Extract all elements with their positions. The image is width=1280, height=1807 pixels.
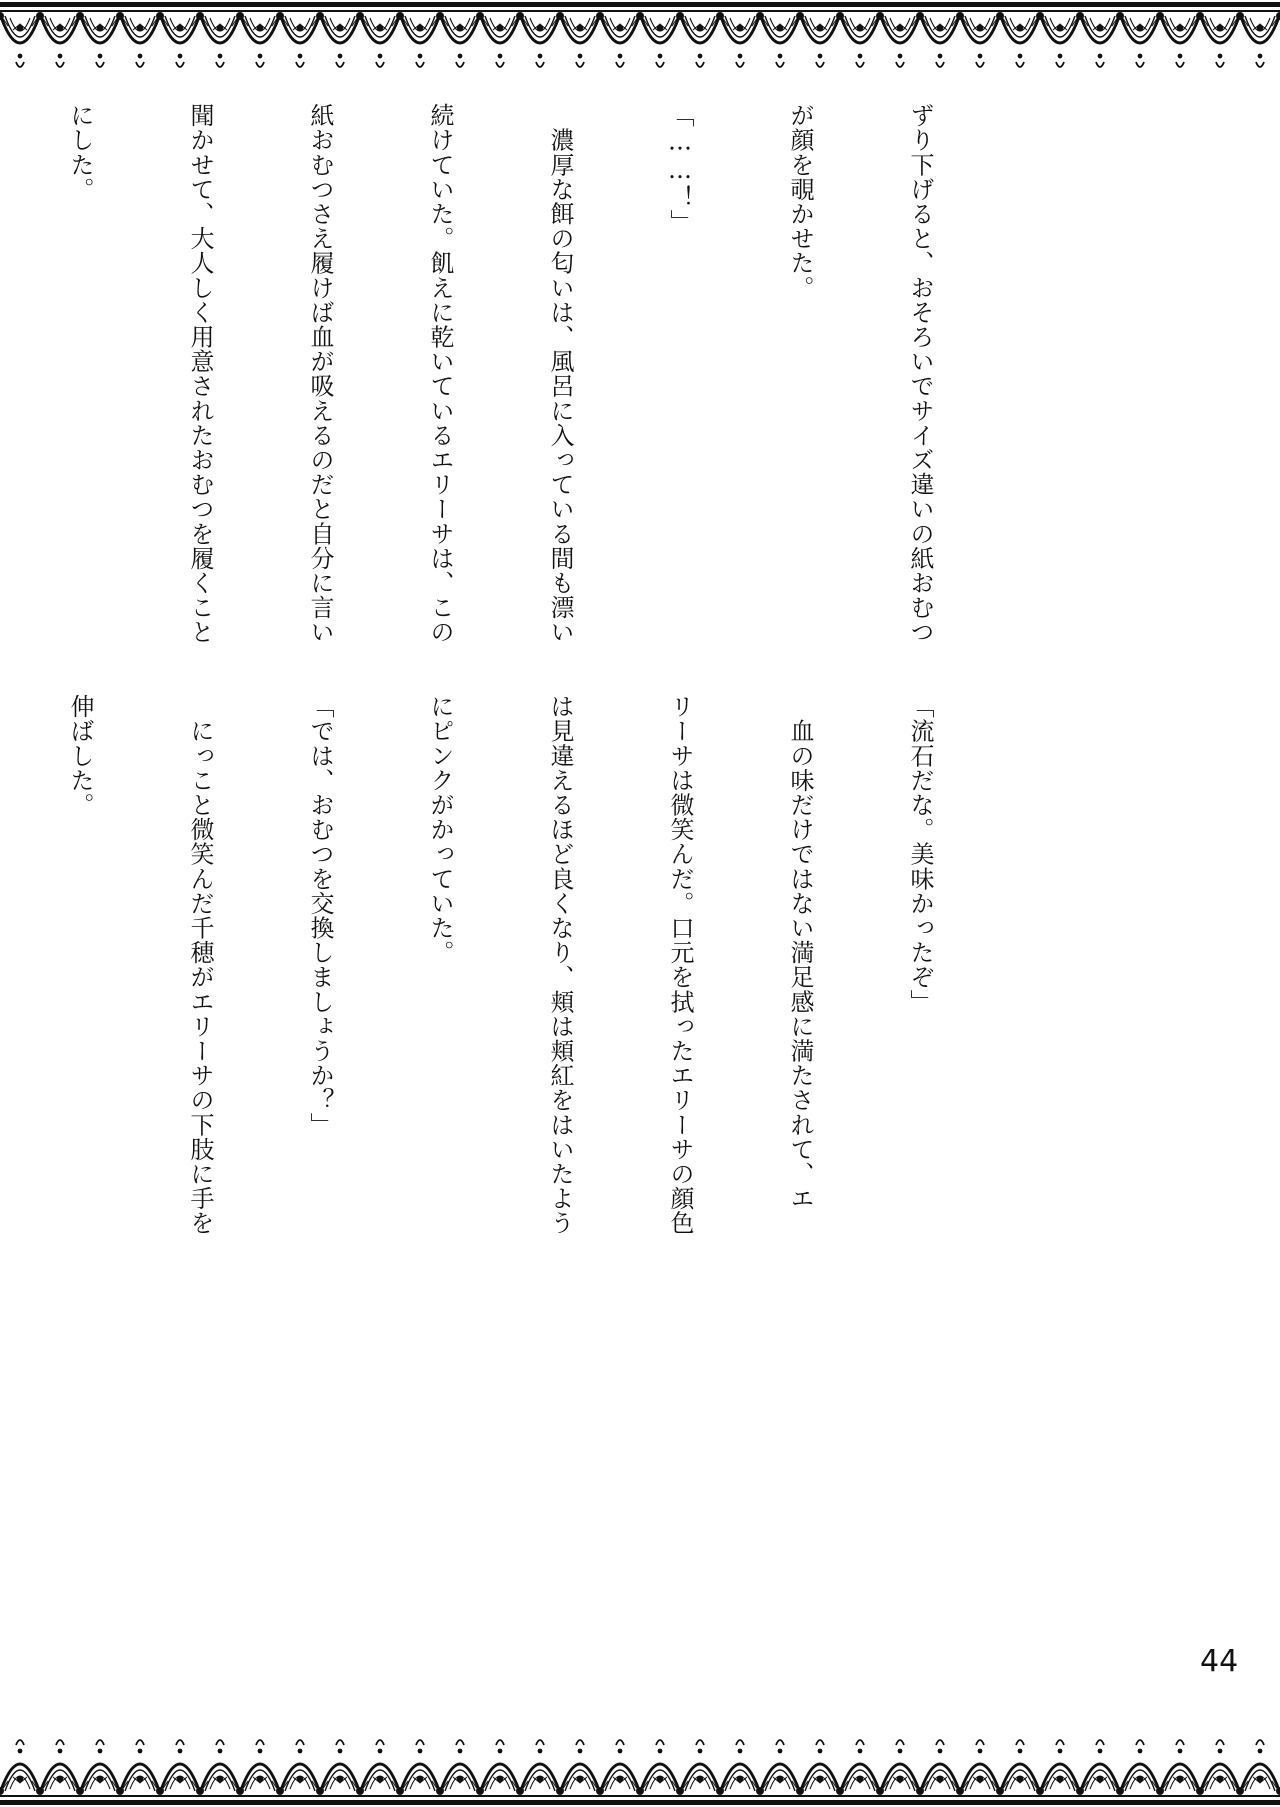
lower-line: にっこと微笑んだ千穂がエリーサの下肢に手を [186,694,214,1236]
text-column-upper [66,103,1020,673]
lower-line: 「流石だな。美味かったぞ」 [906,694,934,1014]
upper-line: 紙おむつさえ履けば血が吸えるのだと自分に言い [306,103,334,645]
lower-line: 「では、おむつを交換しましょうか？」 [306,694,334,1137]
page-number: 44 [1200,1644,1239,1679]
lower-line: リーサは微笑んだ。口元を拭ったエリーサの顔色 [666,694,694,1236]
lower-line: 血の味だけではない満足感に満たされて、エ [786,694,814,1211]
lower-line: は見違えるほど良くなり、頬は頬紅をはいたよう [546,694,574,1236]
text-column-lower [66,694,1020,1689]
upper-line: 「……！」 [666,103,694,234]
upper-line: が顔を覗かせた。 [786,103,814,300]
upper-line: 続けていた。飢えに乾いているエリーサは、この [426,103,454,645]
upper-line: 濃厚な餌の匂いは、風呂に入っている間も漂い [546,103,574,645]
lower-line: にピンクがかっていた。 [426,694,454,965]
lace-border-top [0,0,1280,98]
lower-line: 伸ばした。 [66,694,94,817]
lace-pattern-top [0,0,1280,98]
lace-pattern-bottom [0,1709,1280,1807]
upper-line: にした。 [66,103,94,202]
upper-line: ずり下げると、おそろいでサイズ違いの紙おむつ [906,103,934,645]
upper-line: 聞かせて、大人しく用意されたおむつを履くこと [186,103,214,645]
lace-border-bottom [0,1709,1280,1807]
